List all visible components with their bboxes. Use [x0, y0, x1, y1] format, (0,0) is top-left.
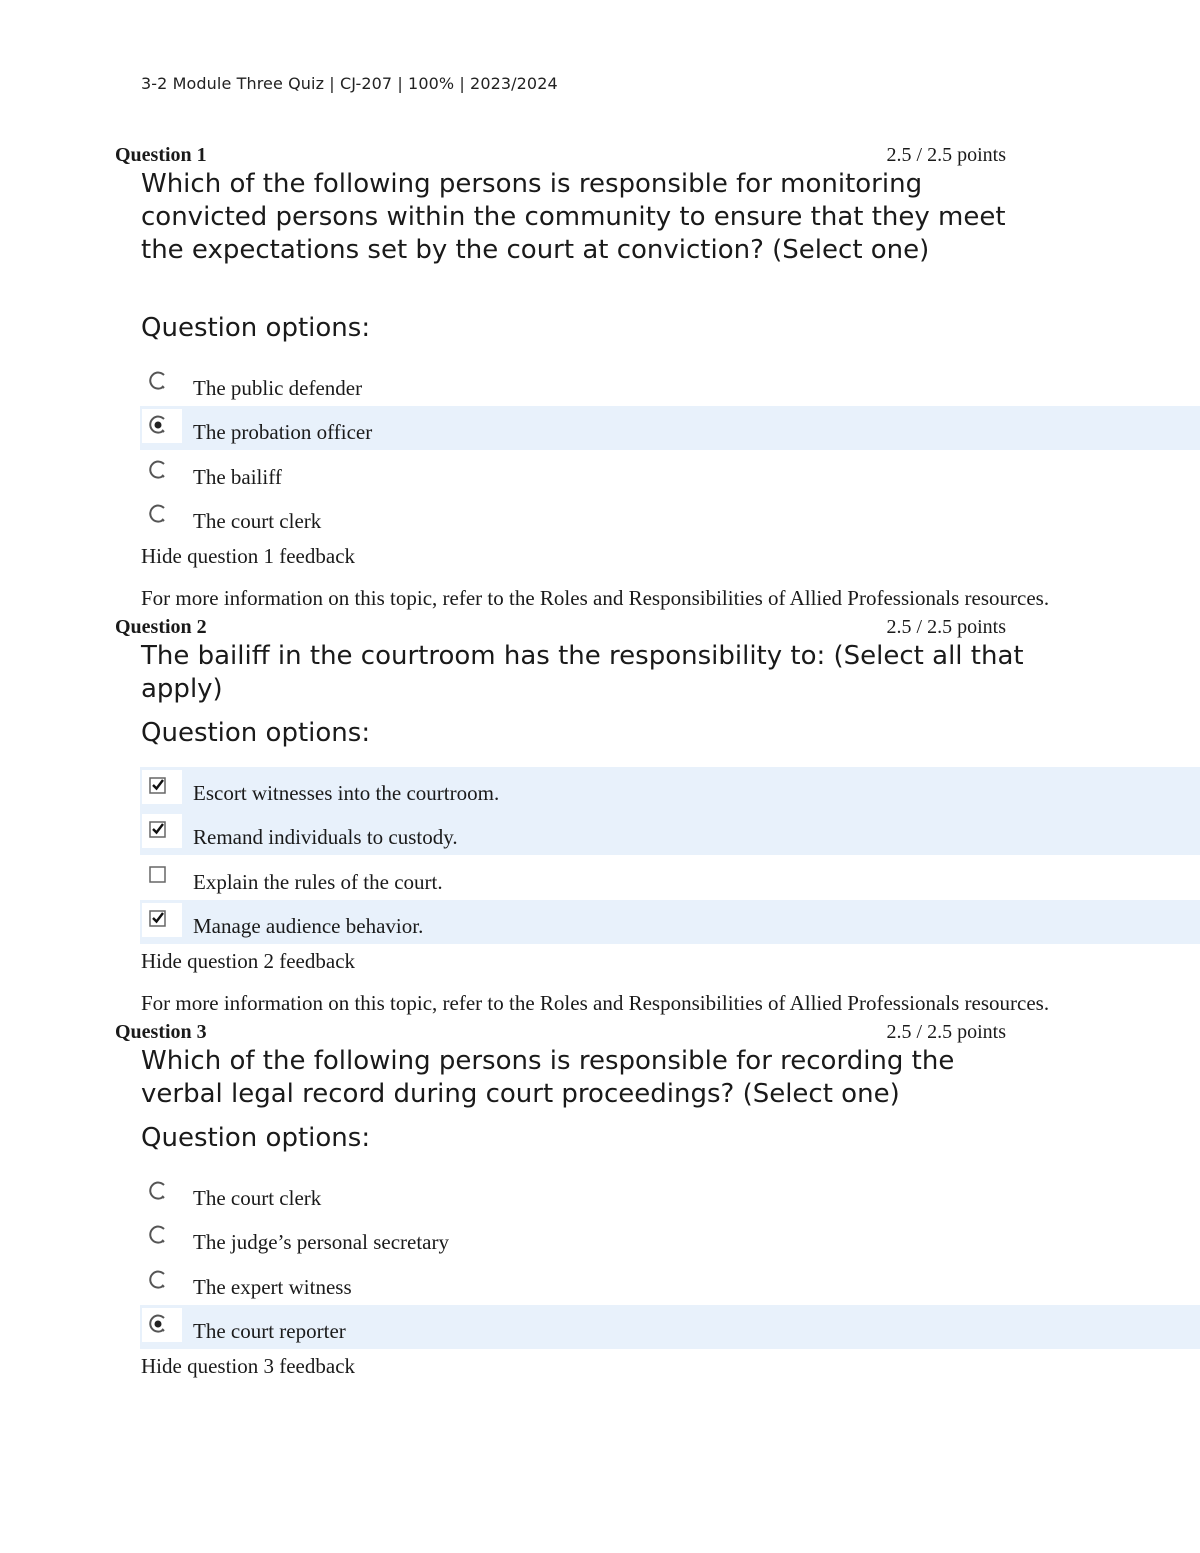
hide-feedback-link[interactable]: Hide question 2 feedback	[141, 949, 356, 973]
option-row[interactable]	[140, 495, 1200, 539]
question-1-header	[115, 144, 1006, 170]
question-label: Question 1	[115, 144, 207, 166]
document-title: 3-2 Module Three Quiz | CJ-207 | 100% | 2023/2024	[141, 74, 558, 93]
radio-button[interactable]	[146, 413, 170, 437]
radio-button[interactable]	[146, 369, 170, 393]
radio-button[interactable]	[146, 458, 170, 482]
question-points: 2.5 / 2.5 points	[886, 616, 1006, 638]
radio-button[interactable]	[146, 502, 170, 526]
option-row[interactable]	[140, 406, 1200, 450]
option-label: The probation officer	[193, 420, 373, 444]
question-2-header	[115, 616, 1006, 642]
option-label: Explain the rules of the court.	[193, 870, 443, 894]
option-row[interactable]	[140, 451, 1200, 495]
option-label: The judge’s personal secretary	[193, 1230, 449, 1254]
option-row[interactable]	[140, 900, 1200, 944]
radio-button[interactable]	[146, 1223, 170, 1247]
hide-feedback-link[interactable]: Hide question 3 feedback	[141, 1354, 356, 1378]
checkbox[interactable]	[146, 818, 170, 842]
option-label: The court reporter	[193, 1319, 346, 1343]
checkbox[interactable]	[146, 774, 170, 798]
option-row[interactable]	[140, 856, 1200, 900]
option-label: Remand individuals to custody.	[193, 825, 458, 849]
question-3-header	[115, 1021, 1006, 1047]
question-label: Question 3	[115, 1021, 207, 1043]
option-row[interactable]	[140, 1305, 1200, 1349]
option-row[interactable]	[140, 362, 1200, 406]
question-options-title: Question options:	[141, 1123, 371, 1153]
option-row[interactable]	[140, 1261, 1200, 1305]
question-points: 2.5 / 2.5 points	[886, 144, 1006, 166]
option-label: Escort witnesses into the courtroom.	[193, 781, 500, 805]
hide-feedback-link[interactable]: Hide question 1 feedback	[141, 544, 356, 568]
option-row[interactable]	[140, 1172, 1200, 1216]
checkbox[interactable]	[146, 907, 170, 931]
option-label: The court clerk	[193, 509, 322, 533]
radio-button[interactable]	[146, 1312, 170, 1336]
option-label: The public defender	[193, 376, 363, 400]
feedback-text: For more information on this topic, refer to the Roles and Responsibilities of Allied Professionals resources.	[141, 991, 1050, 1015]
question-options-title: Question options:	[141, 313, 371, 343]
feedback-text: For more information on this topic, refer to the Roles and Responsibilities of Allied Professionals resources.	[141, 586, 1050, 610]
radio-button[interactable]	[146, 1179, 170, 1203]
checkbox[interactable]	[146, 863, 170, 887]
radio-button[interactable]	[146, 1268, 170, 1292]
question-options-title: Question options:	[141, 718, 371, 748]
question-text: Which of the following persons is responsible for monitoring convicted persons within the community to ensure that they meet the expectations set by the court at conviction? (Select one)	[141, 169, 1006, 265]
option-row[interactable]	[140, 767, 1200, 811]
question-text: The bailiff in the courtroom has the responsibility to: (Select all that apply)	[141, 641, 1024, 704]
question-text: Which of the following persons is responsible for recording the verbal legal record during court proceedings? (Select one)	[141, 1046, 955, 1109]
option-label: The expert witness	[193, 1275, 352, 1299]
option-label: The bailiff	[193, 465, 282, 489]
option-row[interactable]	[140, 1216, 1200, 1260]
question-points: 2.5 / 2.5 points	[886, 1021, 1006, 1043]
option-row[interactable]	[140, 811, 1200, 855]
question-label: Question 2	[115, 616, 207, 638]
option-label: The court clerk	[193, 1186, 322, 1210]
option-label: Manage audience behavior.	[193, 914, 424, 938]
